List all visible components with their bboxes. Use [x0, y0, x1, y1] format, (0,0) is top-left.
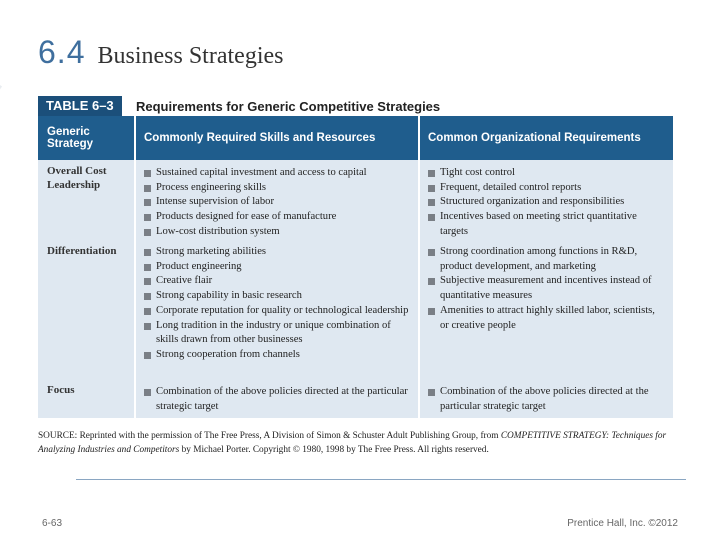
list-item: Process engineering skills	[144, 181, 412, 196]
source-prefix: SOURCE: Reprinted with the permission of The Free Press, A Division of Simon & Schuster Adult Publishing Group, from	[38, 431, 501, 441]
list-item: Corporate reputation for quality or technological leadership	[144, 304, 412, 319]
list-item: Products designed for ease of manufacture	[144, 210, 412, 225]
row-label-line: Differentiation	[47, 245, 117, 257]
table-caption: Requirements for Generic Competitive Strategies	[136, 98, 441, 114]
row-label-line: Leadership	[47, 179, 101, 191]
page-number: 6-63	[42, 518, 63, 529]
bullet-icon	[428, 185, 435, 192]
source-suffix: by Michael Porter. Copyright © 1980, 1998 by The Free Press. All rights reserved.	[179, 445, 489, 455]
list-item: Structured organization and responsibilities	[428, 195, 666, 210]
bullet-icon	[144, 389, 151, 396]
header-strategy-line1: Generic	[47, 126, 90, 138]
list-item: Product engineering	[144, 260, 412, 275]
bullet-icon	[144, 323, 151, 330]
header-org: Common Organizational Requirements	[428, 132, 641, 144]
list-item: Low-cost distribution system	[144, 225, 412, 240]
footer-divider	[76, 479, 686, 480]
list-item: Creative flair	[144, 274, 412, 289]
list-item: Combination of the above policies directed at the particular strategic target	[428, 385, 666, 414]
list-item: Long tradition in the industry or unique combination of skills drawn from other businesses	[144, 319, 412, 348]
column-divider	[418, 116, 420, 418]
list-item: Tight cost control	[428, 166, 666, 181]
bullet-icon	[428, 214, 435, 221]
org-list-cost-leadership	[428, 166, 666, 240]
list-item: Combination of the above policies directed at the particular strategic target	[144, 385, 412, 414]
skills-list-focus	[144, 385, 412, 414]
copyright-notice: Prentice Hall, Inc. ©2012	[567, 518, 678, 529]
bullet-icon	[144, 264, 151, 271]
bullet-icon	[144, 214, 151, 221]
org-list-focus	[428, 385, 666, 414]
list-item: Amenities to attract highly skilled labor, scientists, or creative people	[428, 304, 666, 333]
bullet-icon	[428, 389, 435, 396]
list-item: Sustained capital investment and access to capital	[144, 166, 412, 181]
bullet-icon	[144, 352, 151, 359]
slide-title	[38, 34, 283, 71]
table-heading	[38, 96, 673, 116]
bullet-icon	[144, 293, 151, 300]
page-title: Business Strategies	[97, 43, 284, 69]
list-item: Subjective measurement and incentives instead of quantitative measures	[428, 274, 666, 303]
bullet-icon	[428, 170, 435, 177]
header-skills: Commonly Required Skills and Resources	[144, 132, 376, 144]
bullet-icon	[144, 185, 151, 192]
list-item: Strong marketing abilities	[144, 245, 412, 260]
header-generic-strategy	[47, 116, 135, 160]
bullet-icon	[428, 249, 435, 256]
source-citation	[38, 429, 678, 457]
table-tag: TABLE 6–3	[38, 96, 122, 116]
list-item: Intense supervision of labor	[144, 195, 412, 210]
bullet-icon	[144, 278, 151, 285]
row-label-cost-leadership	[47, 164, 133, 192]
row-label-line: Focus	[47, 384, 75, 396]
list-item: Strong cooperation from channels	[144, 348, 412, 363]
row-label-line: Overall Cost	[47, 165, 107, 177]
bullet-icon	[428, 308, 435, 315]
row-label-differentiation	[47, 244, 133, 258]
row-label-focus	[47, 383, 133, 397]
section-number: 6.4	[38, 34, 86, 70]
source-book-title: COMPETITIVE STRATEGY: Techniques for Analyzing Industries and Competitors	[38, 431, 667, 455]
bullet-icon	[144, 229, 151, 236]
list-item: Frequent, detailed control reports	[428, 181, 666, 196]
bullet-icon	[428, 199, 435, 206]
bullet-icon	[144, 199, 151, 206]
header-strategy-line2: Strategy	[47, 138, 94, 150]
bullet-icon	[144, 249, 151, 256]
bullet-icon	[428, 278, 435, 285]
org-list-differentiation	[428, 245, 666, 333]
bullet-icon	[144, 170, 151, 177]
strategy-table	[38, 116, 673, 418]
bullet-icon	[144, 308, 151, 315]
list-item: Strong capability in basic research	[144, 289, 412, 304]
list-item: Incentives based on meeting strict quantitative targets	[428, 210, 666, 239]
skills-list-differentiation	[144, 245, 412, 363]
skills-list-cost-leadership	[144, 166, 412, 240]
list-item: Strong coordination among functions in R&D, product development, and marketing	[428, 245, 666, 274]
column-divider	[134, 116, 136, 418]
